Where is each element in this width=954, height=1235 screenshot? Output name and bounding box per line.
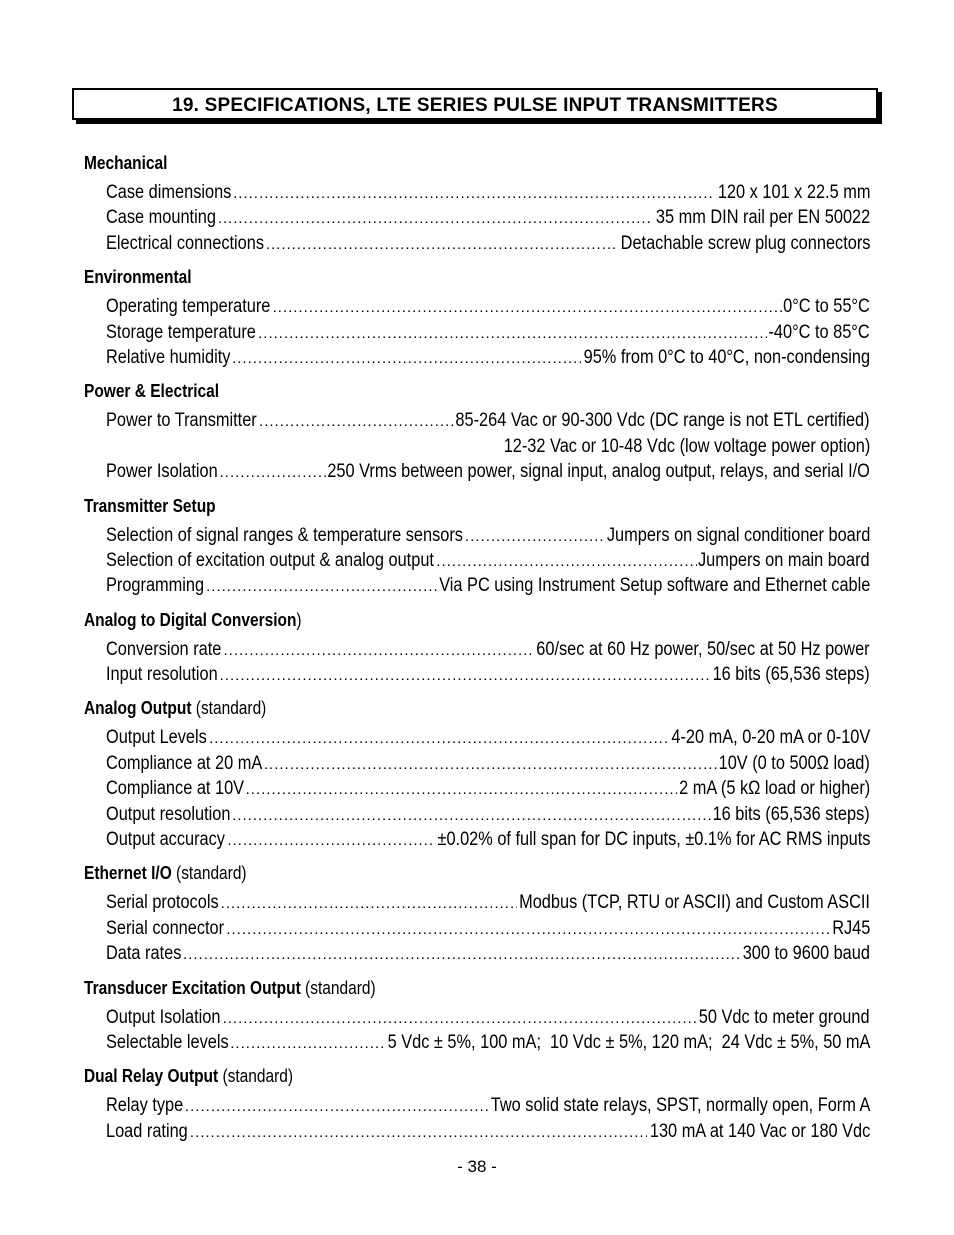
spec-value: 50 Vdc to meter ground: [699, 1006, 870, 1028]
section-heading: [84, 152, 760, 174]
spec-value: 85-264 Vac or 90-300 Vdc (DC range is not ETL certified): [455, 410, 870, 432]
section-title-box: [72, 88, 878, 120]
section-heading: [84, 977, 760, 999]
page-number: - 38 -: [457, 1157, 497, 1176]
leader-dots: [230, 1035, 384, 1052]
spec-value: 4-20 mA, 0-20 mA or 0-10V: [671, 727, 870, 749]
section-heading: [84, 862, 760, 884]
spec-row: [106, 207, 870, 232]
spec-value: 2 mA (5 kΩ load or higher): [678, 778, 870, 800]
spec-label: Power Isolation: [106, 461, 218, 483]
spec-list: [84, 639, 870, 690]
spec-row: [106, 918, 870, 943]
spec-label: Case mounting: [106, 207, 216, 229]
spec-section: [84, 266, 870, 372]
spec-row: [106, 233, 870, 258]
spec-value: 300 to 9600 baud: [742, 943, 870, 965]
spec-list: [84, 892, 870, 968]
section-heading: [84, 266, 760, 288]
spec-value: 0°C to 55°C: [783, 296, 870, 318]
spec-label: Compliance at 10V: [106, 778, 245, 800]
spec-row: [106, 322, 870, 347]
spec-section: [84, 152, 870, 258]
section-heading-note: (standard): [191, 698, 267, 719]
spec-value: Modbus (TCP, RTU or ASCII) and Custom ASCII: [519, 892, 870, 914]
spec-label: Compliance at 20 mA: [106, 752, 263, 774]
leader-dots: [220, 667, 711, 684]
spec-row: [106, 461, 870, 486]
section-title: 19. SPECIFICATIONS, LTE SERIES PULSE INPUT TRANSMITTERS: [172, 95, 778, 116]
spec-row: [106, 753, 870, 778]
section-heading: [84, 1065, 760, 1087]
leader-dots: [232, 807, 711, 824]
leader-dots: [233, 185, 715, 202]
spec-row: [106, 575, 870, 600]
spec-label: Storage temperature: [106, 321, 256, 343]
spec-label: Output resolution: [106, 803, 231, 825]
spec-row: [106, 1095, 870, 1120]
section-heading-note: (standard): [171, 863, 247, 884]
spec-row: [106, 829, 870, 854]
spec-label: Selection of excitation output & analog output: [106, 549, 434, 571]
spec-value: 35 mm DIN rail per EN 50022: [655, 207, 870, 229]
spec-section: [84, 495, 870, 601]
spec-section: [84, 977, 870, 1058]
spec-value: 16 bits (65,536 steps): [712, 664, 870, 686]
spec-label: Output Isolation: [106, 1006, 221, 1028]
spec-value: Jumpers on signal conditioner board: [606, 524, 870, 546]
spec-list: [84, 296, 870, 372]
leader-dots: [190, 1124, 647, 1141]
section-heading-text: Ethernet I/O: [84, 863, 172, 884]
spec-list: [84, 410, 870, 486]
section-heading-text: Dual Relay Output: [84, 1066, 219, 1087]
spec-value: 10V (0 to 500Ω load): [718, 752, 870, 774]
spec-list: [84, 525, 870, 601]
spec-value: 250 Vrms between power, signal input, analog output, relays, and serial I/O: [327, 461, 870, 483]
spec-row: [106, 296, 870, 321]
leader-dots: [226, 921, 829, 938]
spec-row: [106, 1032, 870, 1057]
leader-dots: [223, 1010, 698, 1027]
section-heading: [84, 380, 760, 402]
section-heading-text: Environmental: [84, 267, 192, 288]
spec-value: -40°C to 85°C: [768, 321, 870, 343]
spec-row: [106, 347, 870, 372]
leader-dots: [223, 642, 535, 659]
spec-label: Case dimensions: [106, 182, 232, 203]
spec-label: Serial protocols: [106, 892, 219, 914]
section-heading: [84, 697, 760, 719]
spec-label: Operating temperature: [106, 296, 271, 318]
spec-label: Output Levels: [106, 727, 207, 749]
spec-label: Relative humidity: [106, 346, 231, 368]
spec-row: [106, 410, 870, 435]
leader-dots: [218, 210, 654, 227]
leader-dots: [259, 413, 454, 430]
spec-value: Two solid state relays, SPST, normally open, Form A: [490, 1095, 870, 1117]
leader-dots: [227, 832, 434, 849]
spec-label: Programming: [106, 575, 205, 597]
section-heading-text: Mechanical: [84, 153, 168, 173]
section-heading-text: Analog Output: [84, 698, 192, 719]
leader-dots: [221, 895, 518, 912]
spec-value: 12-32 Vac or 10-48 Vdc (low voltage power option): [503, 435, 870, 457]
spec-value: Jumpers on main board: [698, 549, 870, 571]
spec-label: Selection of signal ranges & temperature sensors: [106, 524, 463, 546]
spec-row: [106, 664, 870, 689]
leader-dots: [266, 236, 618, 253]
leader-dots: [232, 350, 581, 367]
spec-row-continuation: [106, 436, 870, 461]
leader-dots: [246, 781, 677, 798]
spec-label: Data rates: [106, 943, 182, 965]
section-heading-note: ): [296, 609, 302, 630]
spec-label: Input resolution: [106, 664, 218, 686]
spec-label: Selectable levels: [106, 1031, 229, 1053]
spec-row: [106, 182, 870, 207]
spec-row: [106, 892, 870, 917]
section-heading-text: Transducer Excitation Output: [84, 977, 301, 998]
section-heading-text: Power & Electrical: [84, 381, 220, 402]
spec-value: 5 Vdc ± 5%, 100 mA; 10 Vdc ± 5%, 120 mA; 24 Vdc ± 5%, 50 mA: [387, 1031, 870, 1053]
leader-dots: [183, 946, 741, 963]
spec-list: [84, 1095, 870, 1146]
spec-row: [106, 943, 870, 968]
spec-label: Conversion rate: [106, 638, 222, 660]
spec-section: [84, 609, 870, 690]
leader-dots: [436, 553, 696, 570]
spec-value: 120 x 101 x 22.5 mm: [717, 182, 870, 203]
spec-label: Electrical connections: [106, 232, 265, 254]
spec-section: [84, 862, 870, 968]
section-heading-note: (standard): [218, 1066, 294, 1087]
leader-dots: [258, 325, 767, 342]
section-heading-text: Analog to Digital Conversion: [84, 609, 297, 630]
spec-row: [106, 550, 870, 575]
spec-label: Power to Transmitter: [106, 410, 257, 432]
spec-value: Via PC using Instrument Setup software and Ethernet cable: [438, 575, 870, 597]
leader-dots: [209, 730, 669, 747]
section-heading-text: Transmitter Setup: [84, 495, 216, 516]
spec-value: 130 mA at 140 Vac or 180 Vdc: [649, 1120, 870, 1142]
spec-row: [106, 639, 870, 664]
leader-dots: [273, 299, 782, 316]
spec-value: 16 bits (65,536 steps): [712, 803, 870, 825]
section-heading: [84, 495, 760, 517]
spec-section: [84, 380, 870, 486]
spec-value: ±0.02% of full span for DC inputs, ±0.1% for AC RMS inputs: [437, 829, 870, 851]
leader-dots: [220, 464, 326, 481]
spec-list: [84, 1007, 870, 1058]
section-heading-note: (standard): [300, 977, 376, 998]
spec-label: Serial connector: [106, 917, 225, 939]
specifications-content: [84, 152, 870, 1154]
spec-row: [106, 525, 870, 550]
spec-row: [106, 1007, 870, 1032]
spec-section: [84, 1065, 870, 1146]
spec-row: [106, 778, 870, 803]
spec-section: [84, 697, 870, 854]
leader-dots: [465, 528, 604, 545]
leader-dots: [206, 578, 436, 595]
leader-dots: [264, 756, 717, 773]
spec-list: [84, 727, 870, 854]
spec-value: RJ45: [831, 917, 870, 939]
spec-label: Relay type: [106, 1095, 184, 1117]
section-heading: [84, 609, 760, 631]
spec-value: 60/sec at 60 Hz power, 50/sec at 50 Hz power: [536, 638, 870, 660]
spec-row: [106, 1121, 870, 1146]
spec-row: [106, 727, 870, 752]
spec-row: [106, 804, 870, 829]
spec-label: Output accuracy: [106, 829, 225, 851]
spec-list: [84, 182, 870, 258]
leader-dots: [185, 1098, 488, 1115]
spec-value: Detachable screw plug connectors: [620, 232, 870, 254]
spec-value: 95% from 0°C to 40°C, non-condensing: [583, 346, 870, 368]
spec-label: Load rating: [106, 1120, 188, 1142]
